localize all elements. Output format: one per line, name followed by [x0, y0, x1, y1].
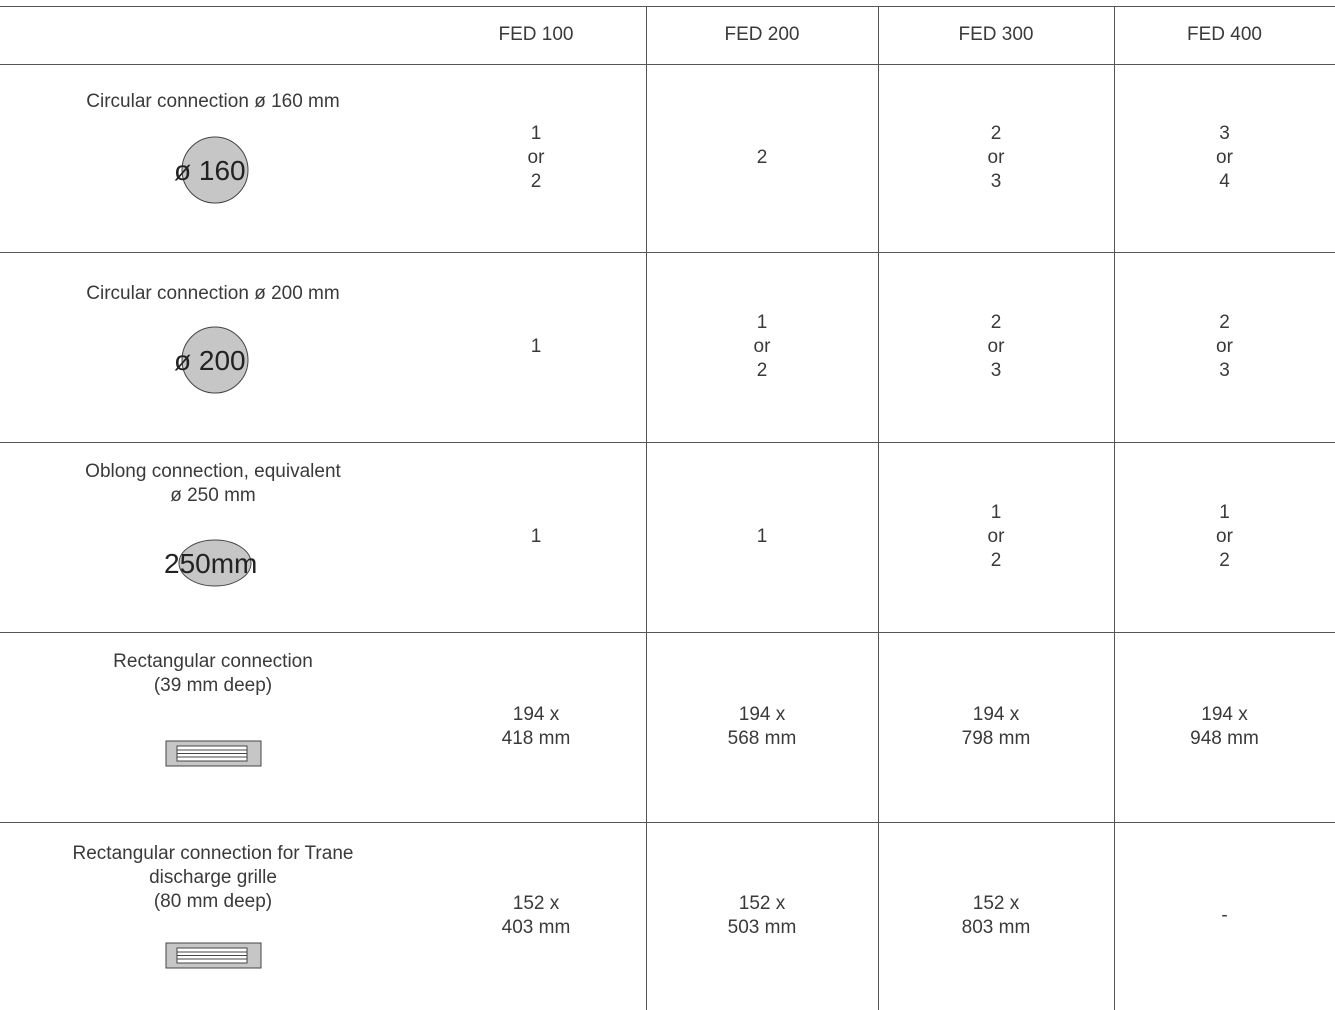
circle-160-icon	[160, 118, 270, 210]
table-cell: 2 or 3	[1216, 312, 1233, 381]
table-cell: 3 or 4	[1216, 123, 1233, 192]
table-cell: 1 or 2	[753, 312, 771, 381]
table-cell: 194 x 568 mm	[727, 704, 797, 749]
oblong-250-icon	[160, 530, 280, 594]
table-cell: 2 or 3	[987, 312, 1005, 381]
row-label: Oblong connection, equivalent ø 250 mm	[85, 461, 341, 506]
icon-text: ø 160	[174, 155, 246, 186]
row-label: Circular connection ø 160 mm	[86, 91, 340, 112]
circle-200-icon	[160, 308, 270, 400]
table-cell: 1	[530, 336, 542, 357]
table-cell: 194 x 418 mm	[501, 704, 571, 749]
table-cell: 152 x 403 mm	[501, 893, 571, 938]
rectangular-grille-icon	[165, 740, 263, 768]
column-header-fed-200: FED 200	[724, 24, 800, 45]
row-label: Rectangular connection (39 mm deep)	[113, 651, 313, 696]
table-cell: 194 x 798 mm	[961, 704, 1031, 749]
table-cell: 152 x 503 mm	[727, 893, 797, 938]
table-cell: 2 or 3	[987, 123, 1005, 192]
icon-text: ø 200	[174, 345, 246, 376]
table-cell: 194 x 948 mm	[1190, 704, 1259, 749]
table-cell: 1 or 2	[1216, 502, 1233, 571]
table-cell: 1	[530, 526, 542, 547]
table-cell: -	[1221, 905, 1228, 926]
table-cell: 1 or 2	[527, 123, 545, 192]
table-cell: 152 x 803 mm	[961, 893, 1031, 938]
table-cell: 1	[756, 526, 768, 547]
rectangular-grille-icon	[165, 942, 263, 970]
icon-text: 250mm	[164, 548, 258, 579]
column-header-fed-300: FED 300	[958, 24, 1034, 45]
column-header-fed-400: FED 400	[1187, 24, 1262, 45]
row-label: Rectangular connection for Trane discharge grille (80 mm deep)	[72, 843, 354, 912]
table-cell: 1 or 2	[987, 502, 1005, 571]
column-header-fed-100: FED 100	[498, 24, 574, 45]
row-label: Circular connection ø 200 mm	[86, 283, 340, 304]
table-cell: 2	[756, 147, 768, 168]
